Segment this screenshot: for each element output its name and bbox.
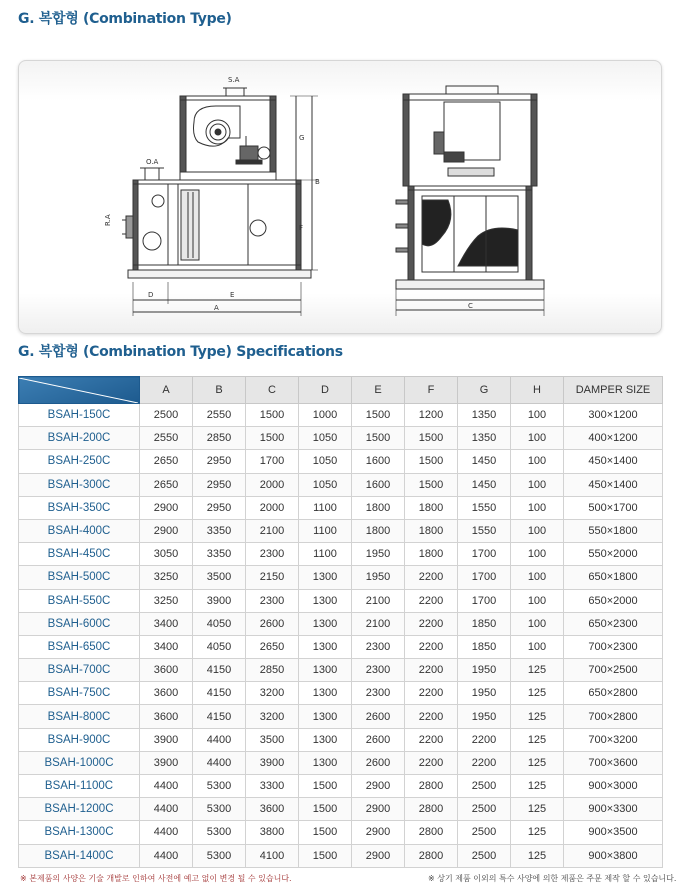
value-cell: 650×2300 (564, 612, 663, 635)
value-cell: 2200 (405, 728, 458, 751)
value-cell: 125 (511, 844, 564, 867)
table-row (19, 659, 663, 682)
label-sa: S.A (228, 76, 240, 84)
table-row (19, 450, 663, 473)
table-body (19, 404, 663, 868)
specifications-table (18, 376, 663, 868)
model-cell: BSAH-800C (19, 705, 140, 728)
value-cell: 4150 (193, 682, 246, 705)
label-dim-d: D (148, 291, 154, 299)
value-cell: 1500 (352, 404, 405, 427)
value-cell: 1350 (458, 404, 511, 427)
value-cell: 4100 (246, 844, 299, 867)
model-cell: BSAH-700C (19, 659, 140, 682)
value-cell: 2500 (458, 775, 511, 798)
table-row (19, 543, 663, 566)
section-title-specs: G. 복합형 (Combination Type) Specifications (18, 344, 343, 360)
value-cell: 3200 (246, 705, 299, 728)
value-cell: 1500 (405, 450, 458, 473)
value-cell: 2300 (246, 589, 299, 612)
table-row (19, 427, 663, 450)
value-cell: 3250 (140, 589, 193, 612)
value-cell: 450×1400 (564, 473, 663, 496)
value-cell: 100 (511, 473, 564, 496)
value-cell: 2900 (140, 496, 193, 519)
value-cell: 700×2300 (564, 635, 663, 658)
value-cell: 2950 (193, 450, 246, 473)
model-cell: BSAH-550C (19, 589, 140, 612)
value-cell: 2800 (405, 798, 458, 821)
value-cell: 100 (511, 404, 564, 427)
model-cell: BSAH-500C (19, 566, 140, 589)
value-cell: 4150 (193, 705, 246, 728)
value-cell: 2600 (352, 751, 405, 774)
value-cell: 3400 (140, 612, 193, 635)
value-cell: 700×3600 (564, 751, 663, 774)
value-cell: 2600 (352, 728, 405, 751)
value-cell: 5300 (193, 844, 246, 867)
value-cell: 2300 (352, 682, 405, 705)
model-cell: BSAH-300C (19, 473, 140, 496)
table-header-row (19, 377, 663, 404)
value-cell: 3900 (140, 751, 193, 774)
table-row (19, 705, 663, 728)
label-dim-c: C (468, 302, 473, 310)
label-dim-f: F (299, 224, 304, 232)
value-cell: 1300 (299, 635, 352, 658)
value-cell: 3400 (140, 635, 193, 658)
value-cell: 1300 (299, 612, 352, 635)
value-cell: 2100 (352, 612, 405, 635)
value-cell: 1500 (299, 798, 352, 821)
label-dim-e: E (230, 291, 235, 299)
column-header-g: G (458, 377, 511, 404)
technical-drawing (18, 60, 662, 334)
value-cell: 3600 (140, 705, 193, 728)
value-cell: 900×3300 (564, 798, 663, 821)
value-cell: 1950 (352, 566, 405, 589)
label-dim-b: B (315, 178, 320, 186)
value-cell: 400×1200 (564, 427, 663, 450)
main-section-outline (133, 180, 304, 270)
value-cell: 125 (511, 775, 564, 798)
value-cell: 3900 (193, 589, 246, 612)
model-cell: BSAH-1400C (19, 844, 140, 867)
column-header-h: H (511, 377, 564, 404)
value-cell: 4150 (193, 659, 246, 682)
model-cell: BSAH-1100C (19, 775, 140, 798)
model-cell: BSAH-600C (19, 612, 140, 635)
value-cell: 2200 (405, 682, 458, 705)
table-row (19, 728, 663, 751)
value-cell: 2900 (352, 798, 405, 821)
table-row (19, 821, 663, 844)
column-header-c: C (246, 377, 299, 404)
corner-diagonal-icon (19, 378, 138, 403)
value-cell: 2200 (405, 751, 458, 774)
value-cell: 650×2800 (564, 682, 663, 705)
value-cell: 2200 (458, 751, 511, 774)
value-cell: 2200 (405, 612, 458, 635)
value-cell: 2150 (246, 566, 299, 589)
value-cell: 1100 (299, 519, 352, 542)
value-cell: 2800 (405, 775, 458, 798)
value-cell: 700×2500 (564, 659, 663, 682)
value-cell: 5300 (193, 775, 246, 798)
value-cell: 100 (511, 589, 564, 612)
value-cell: 3900 (246, 751, 299, 774)
table-corner-cell (19, 377, 140, 404)
value-cell: 500×1700 (564, 496, 663, 519)
value-cell: 3900 (140, 728, 193, 751)
value-cell: 2850 (246, 659, 299, 682)
value-cell: 2200 (405, 566, 458, 589)
column-header-e: E (352, 377, 405, 404)
value-cell: 125 (511, 728, 564, 751)
model-cell: BSAH-1000C (19, 751, 140, 774)
value-cell: 3250 (140, 566, 193, 589)
value-cell: 700×2800 (564, 705, 663, 728)
value-cell: 2200 (405, 659, 458, 682)
value-cell: 1800 (405, 519, 458, 542)
value-cell: 1500 (299, 775, 352, 798)
value-cell: 1600 (352, 450, 405, 473)
model-cell: BSAH-650C (19, 635, 140, 658)
value-cell: 2300 (352, 635, 405, 658)
value-cell: 1450 (458, 450, 511, 473)
value-cell: 125 (511, 659, 564, 682)
table-row (19, 798, 663, 821)
value-cell: 650×1800 (564, 566, 663, 589)
value-cell: 1300 (299, 566, 352, 589)
value-cell: 2100 (352, 589, 405, 612)
value-cell: 125 (511, 705, 564, 728)
value-cell: 100 (511, 566, 564, 589)
value-cell: 1000 (299, 404, 352, 427)
model-cell: BSAH-1200C (19, 798, 140, 821)
value-cell: 1700 (458, 566, 511, 589)
value-cell: 3600 (246, 798, 299, 821)
value-cell: 2500 (458, 844, 511, 867)
value-cell: 1300 (299, 659, 352, 682)
value-cell: 2900 (352, 844, 405, 867)
value-cell: 3600 (140, 659, 193, 682)
value-cell: 1500 (299, 821, 352, 844)
value-cell: 100 (511, 612, 564, 635)
value-cell: 125 (511, 821, 564, 844)
value-cell: 4400 (193, 728, 246, 751)
value-cell: 900×3800 (564, 844, 663, 867)
value-cell: 650×2000 (564, 589, 663, 612)
column-header-b: B (193, 377, 246, 404)
value-cell: 1600 (352, 473, 405, 496)
column-header-f: F (405, 377, 458, 404)
table-row (19, 496, 663, 519)
value-cell: 3350 (193, 519, 246, 542)
value-cell: 1100 (299, 496, 352, 519)
value-cell: 3800 (246, 821, 299, 844)
model-cell: BSAH-1300C (19, 821, 140, 844)
value-cell: 4400 (193, 751, 246, 774)
value-cell: 3200 (246, 682, 299, 705)
value-cell: 300×1200 (564, 404, 663, 427)
value-cell: 100 (511, 496, 564, 519)
label-oa: O.A (146, 158, 159, 166)
table-row (19, 566, 663, 589)
value-cell: 4400 (140, 821, 193, 844)
value-cell: 3300 (246, 775, 299, 798)
value-cell: 1950 (352, 543, 405, 566)
value-cell: 900×3000 (564, 775, 663, 798)
value-cell: 2000 (246, 496, 299, 519)
value-cell: 5300 (193, 798, 246, 821)
value-cell: 700×3200 (564, 728, 663, 751)
drawing-svg (18, 60, 662, 334)
value-cell: 1300 (299, 705, 352, 728)
value-cell: 2900 (352, 775, 405, 798)
value-cell: 2850 (193, 427, 246, 450)
value-cell: 125 (511, 798, 564, 821)
value-cell: 550×2000 (564, 543, 663, 566)
value-cell: 1450 (458, 473, 511, 496)
table-row (19, 473, 663, 496)
table-row (19, 519, 663, 542)
table-row (19, 775, 663, 798)
value-cell: 1500 (299, 844, 352, 867)
value-cell: 125 (511, 751, 564, 774)
model-cell: BSAH-750C (19, 682, 140, 705)
value-cell: 1500 (352, 427, 405, 450)
table-row (19, 682, 663, 705)
footnote-right: ※ 상기 제품 이외의 특수 사양에 의한 제품은 주문 제작 할 수 있습니다. (428, 874, 677, 883)
value-cell: 1700 (246, 450, 299, 473)
value-cell: 2550 (193, 404, 246, 427)
value-cell: 4400 (140, 775, 193, 798)
value-cell: 2950 (193, 473, 246, 496)
value-cell: 5300 (193, 821, 246, 844)
value-cell: 2550 (140, 427, 193, 450)
value-cell: 2300 (246, 543, 299, 566)
table-row (19, 589, 663, 612)
value-cell: 2800 (405, 844, 458, 867)
value-cell: 2600 (246, 612, 299, 635)
value-cell: 3350 (193, 543, 246, 566)
value-cell: 2500 (458, 798, 511, 821)
value-cell: 1500 (405, 473, 458, 496)
value-cell: 1300 (299, 682, 352, 705)
value-cell: 100 (511, 635, 564, 658)
value-cell: 2500 (140, 404, 193, 427)
label-dim-g: G (299, 134, 305, 142)
value-cell: 2650 (140, 473, 193, 496)
value-cell: 1850 (458, 635, 511, 658)
column-header-d: D (299, 377, 352, 404)
model-cell: BSAH-350C (19, 496, 140, 519)
value-cell: 2900 (140, 519, 193, 542)
value-cell: 3050 (140, 543, 193, 566)
table-row (19, 635, 663, 658)
value-cell: 100 (511, 427, 564, 450)
table-row (19, 844, 663, 867)
value-cell: 1350 (458, 427, 511, 450)
value-cell: 4400 (140, 798, 193, 821)
model-cell: BSAH-900C (19, 728, 140, 751)
value-cell: 1800 (352, 519, 405, 542)
model-cell: BSAH-250C (19, 450, 140, 473)
value-cell: 1550 (458, 519, 511, 542)
value-cell: 3500 (246, 728, 299, 751)
value-cell: 1100 (299, 543, 352, 566)
fan-icon (194, 106, 241, 146)
column-header-a: A (140, 377, 193, 404)
value-cell: 1700 (458, 543, 511, 566)
value-cell: 1800 (405, 496, 458, 519)
value-cell: 1050 (299, 427, 352, 450)
section-title-drawing: G. 복합형 (Combination Type) (18, 11, 232, 27)
model-cell: BSAH-200C (19, 427, 140, 450)
value-cell: 1550 (458, 496, 511, 519)
value-cell: 2800 (405, 821, 458, 844)
table-row (19, 404, 663, 427)
value-cell: 2200 (405, 589, 458, 612)
value-cell: 1300 (299, 751, 352, 774)
value-cell: 4400 (140, 844, 193, 867)
value-cell: 1300 (299, 589, 352, 612)
value-cell: 1500 (246, 427, 299, 450)
value-cell: 450×1400 (564, 450, 663, 473)
footnote-left: ※ 본제품의 사양은 기술 개발로 인하여 사전에 예고 없이 변경 될 수 있습니다. (20, 874, 292, 883)
value-cell: 1800 (352, 496, 405, 519)
value-cell: 1700 (458, 589, 511, 612)
value-cell: 2650 (140, 450, 193, 473)
value-cell: 1950 (458, 682, 511, 705)
label-dim-a: A (214, 304, 219, 312)
value-cell: 3600 (140, 682, 193, 705)
value-cell: 4050 (193, 635, 246, 658)
value-cell: 2600 (352, 705, 405, 728)
value-cell: 1500 (246, 404, 299, 427)
value-cell: 1850 (458, 612, 511, 635)
value-cell: 1050 (299, 450, 352, 473)
value-cell: 2200 (405, 635, 458, 658)
value-cell: 3500 (193, 566, 246, 589)
model-cell: BSAH-400C (19, 519, 140, 542)
value-cell: 4050 (193, 612, 246, 635)
value-cell: 1950 (458, 705, 511, 728)
value-cell: 550×1800 (564, 519, 663, 542)
value-cell: 2100 (246, 519, 299, 542)
label-ra: R.A (104, 214, 112, 226)
value-cell: 1950 (458, 659, 511, 682)
value-cell: 1800 (405, 543, 458, 566)
value-cell: 2000 (246, 473, 299, 496)
model-cell: BSAH-150C (19, 404, 140, 427)
table-row (19, 751, 663, 774)
model-cell: BSAH-450C (19, 543, 140, 566)
value-cell: 2200 (405, 705, 458, 728)
value-cell: 1500 (405, 427, 458, 450)
value-cell: 2500 (458, 821, 511, 844)
value-cell: 2900 (352, 821, 405, 844)
column-header-damper-size: DAMPER SIZE (564, 377, 663, 404)
value-cell: 125 (511, 682, 564, 705)
value-cell: 900×3500 (564, 821, 663, 844)
value-cell: 1300 (299, 728, 352, 751)
value-cell: 2200 (458, 728, 511, 751)
value-cell: 100 (511, 519, 564, 542)
value-cell: 1050 (299, 473, 352, 496)
value-cell: 100 (511, 450, 564, 473)
value-cell: 2950 (193, 496, 246, 519)
value-cell: 1200 (405, 404, 458, 427)
table-row (19, 612, 663, 635)
motor-icon (236, 146, 270, 164)
value-cell: 100 (511, 543, 564, 566)
value-cell: 2650 (246, 635, 299, 658)
value-cell: 2300 (352, 659, 405, 682)
